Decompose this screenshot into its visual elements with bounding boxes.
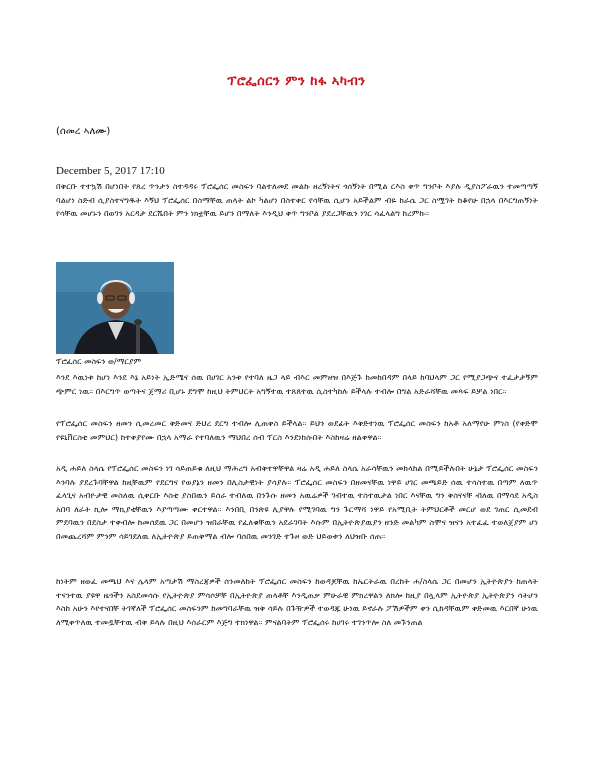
article-title: ፕሮፌሰርን ምን ከፋ ኣካብን	[227, 74, 366, 89]
portrait-illustration	[56, 262, 174, 354]
article-date: December 5, 2017 17:10	[56, 165, 165, 177]
photo-caption: ፕሮፈሰር መስፍን ወ/ማርያም	[56, 357, 142, 366]
article-byline: (ሰመረ ኣለሙ)	[56, 126, 111, 137]
paragraph-2: እንደ እዉነቱ ከሆነ እንደ እኔ አይነት ኢድሜና ሰዉ በሀገር አንቱ የተባለ ዜጋ ላይ ብእር መምዘዝ በእጅጉ ከመከበዳም በላይ ከባህላም ጋር የሚያጋጭና ተፈታታኝም ጭምር ነዉ። በእርግጥ ወጣትና ጀማሪ ቢሆኑ ደግሞ ከዚህ ትምህርት አግኝተዉ ተጸጸተዉ ሲስተካከሉ ይችላሉ ተብሎ በግል አድራሻቸዉ መጻፍ ይቻል ነበር።	[56, 372, 538, 396]
paragraph-5: ከነትም ዘወፈ መጫህ እና ሌላም አጣታሽ ማስረጃዎች ሰንመለከት ፕሮፌሰር መስፍን ከወዳጆቸዉ ከኤርትራዉ በረከት ሐ/ስላሴ ጋር በመሆን ኢትዮጵያን ከጠላት ተናንተዉ ያዩዋ ዜጎችን አስደመሳሱ የኢትዮጵያ ምሳሶቻቸ በኢትዮጵያ ጠላቶቸ እንዲጠቃ ምሁራዊ ምክረዋልን ለክሎ ከዚያ በሏላም ኢትዮጵያ ኢትዮጵያን ሳትሆን እስከ አሁን እየተናበቸ ትገኛለች ፕሮፌሰር መስፍንም ከመግባራቸዉ ዝቅ ሳይሉ በጉዥዎች ተወዳጁ ሁነዉ ይኖራሉ ፖሽዎችም ቀን ሲከዳቸዉም ቀድመዉ እርበኛ ሁነዉ ለሚቀጥለዉ ተመዷቸተዉ ብቅ ይላሉ በዚህ እሰራርም እጅግ ተክነዋል። ምናልባትም ፕሮፌሰሩ ከሀገሩ ተገንጥሎ ስለ መጉንጠል	[56, 576, 538, 627]
author-photo	[56, 262, 174, 354]
paragraph-1: በቅርቡ ተተኳሽ በሆነበት የጸረ ጥንታን ስተዳዳሩ ፕሮፌሰር መስፍን ባልተለመደ መልኩ ዘረኝነትና ጎሰኝነት በሚል ርእስ ቀጥ ግንቦት እያሉ ዲያስፖራዉን ተመጣጣኝ ባልሆነ ስድብ ሲያስተናግዱት እኝህ ፕሮፌሰር በስማቸዉ ጠላት ልኮ ካልሆነ በስተቀር የሳቸዉ ሲሆን አይችልም ብዬ ከራሴ ጋር ስሟገት ከቆየሁ በኋላ በእርግጠኝነት የሳቸዉ መሆኑን በወገን አርዳታ ደርሼበት ምን ነክቷቸዉ ይሆን በማለት እንዲህ ቀጥ ግንቦል ያደረጋቸዉን ነገር ሳፈላልግ ከረምኩ።	[56, 181, 538, 219]
paragraph-3: የፕሮፌሰር መስፍን ዘመን ሲመረመር ቅድመና ድህረ ደርግ ተብሎ ሊጠቀስ ይችላል። ይህን ወደፊት እቅድተነዉ ፕሮፌሰር መስፍን ከአቶ አለማየሁ ምነስ (የቀድሞ የዩኒቨርስቲ መምህር) ከተቀያየሙ በኋላ አማራ የተባለዉን ማህበረ ሰብ ፕርስ እንደነከሱበት እስከዛሬ ዘልቀዋል።	[56, 418, 538, 442]
paragraph-4: አዲ ሐይለ ስላሴ የፕሮፌሰር መስፍን ነገ ሳይጠይቁ ለዚህ ማሕረግ አብቅተዋቸዋል ዛሬ አዲ ሐይለ ስላሴ አራሳቸዉን መከላከል በሚይችሉበት ሁኔታ ፕሮፌሰር መስፍን እንባሉ ያደረጉባቸዋል ከዚቸዉም የደርግና የወያኔን ዘመን በሊስታዊነት ያሳያሉ። ፕሮፌሰር መስፍን በዘመናቸዉ ነዋይ ሀገር መጫይድ ሰዉ ተሳስተዉ በጣም ለዉጥ ፈላጊና አብዮታዊ መስለዉ ሲቀርቡ እስቲ ያስበዉን ይሰራ ተብለዉ በንጉሱ ዘመን አዉሬዎች ገብተዉ ተስተዉታል ነበር እናቸዉ ግን ቅስናናቸ ብለዉ በማሳደ አዲስ አበባ ለራት ኪሎ ማኪያቲቸዉን እያጣጣሙ ቀርተዋል። እንበቢ በንጽዩ ሊያዋሉ የሚገባዉ ግን ጉርማሻ ነዋይ የአሚቢት ትምህርቶች መርሆ ወደ ገጠር ሲመደብ ምደባዉን በደስታ ተቀብሎ ከመሰደዉ ጋር በመሆን ዝበራቸዉ የፈለቁቸዉን አደራገባት እሱም በኢትዮጵያዉያን ዘንድ መልካም ስሞና ዝናን አተፈፈ ተወለጀያም ሆነ በመጨረሻም ምንም ሳይገደለዉ ለኢትዮጵያ ይጠቅማል ብሎ ባሰበዉ መንገድ ተጉዞ ወድ ህይወቱን ለህዝቡ ሰጠ።	[56, 463, 538, 541]
